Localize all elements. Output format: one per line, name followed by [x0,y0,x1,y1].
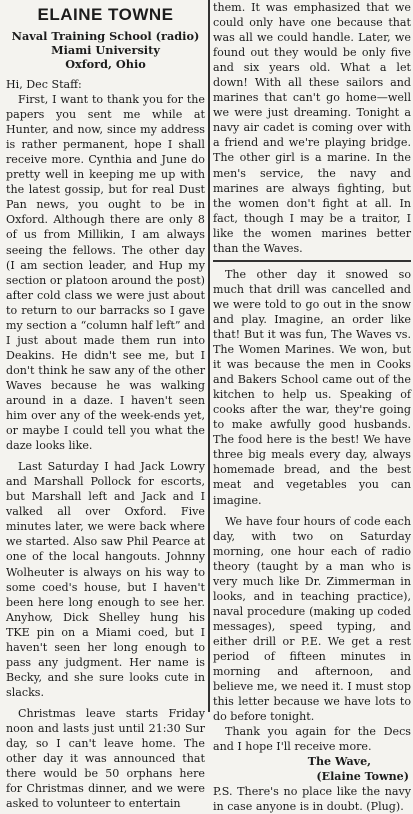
address-line-city: Oxford, Ohio [65,57,146,71]
address-line-university: Miami University [51,43,160,57]
right-column [213,0,411,814]
right-paragraph-1: them. It was emphasized that we could only have one because that was all we could handle. Later, we found out they would be only five and six years old. What a let down! With all these sailors and marines that can't go home—well we were just dreaming. Tonight a navy air cadet is coming over with a friend and we're playing bridge. The other girl is a marine. In the men's service, the navy and marines are always fighting, but the women don't fight at all. In fact, though I may be a traitor, I like the women marines better than the Waves. [213,1,411,255]
left-paragraph-1: First, I want to thank you for the papers you sent me while at Hunter, and now, since my address is rather permanent, hope I shall receive more. Cynthia and June do pretty well in keeping me up with the latest gossip, but for real Dust Pan news, you ought to be in Oxford. Although there are only 8 of us from Millikin, I am always seeing the fellows. The other day (I am section leader, and Hup my section or platoon around the post) after cold class we were just about to return to our barracks so I gave my section a “column half left” and I just about made them run into Deakins. He didn't see me, but I don't think he saw any of the other Waves because he was walking around in a daze. I haven't seen him over any of the week-ends yet, or maybe I could tell you what the daze looks like. [6,93,205,453]
letter-greeting: Hi, Dec Staff: [6,78,82,91]
right-paragraph-3: We have four hours of code each day, with two on Saturday morning, one hour each of radio theory (taught by a man who is very much like Dr. Zimmerman in looks, and in teaching practice), naval procedure (making up coded messages), speed typing, and either drill or P.E. We get a rest period of fifteen minutes in morning and afternoon, and believe me, we need it. I must stop this letter because we have lots to do before tonight. [213,514,411,724]
left-column [6,0,205,811]
letter-signature: (Elaine Towne) [316,770,409,784]
left-paragraph-3: Christmas leave starts Friday noon and lasts just until 21:30 Sur day, so I can't leave home. The other day it was announced that there would be 50 orphans here for Christmas dinner, and we were asked to volunteer to entertain [6,706,205,811]
address-line-school: Naval Training School (radio) [11,29,200,43]
postscript: P.S. There's no place like the navy in case anyone is in doubt. (Plug). [213,785,411,814]
right-paragraph-2: The other day it snowed so much that drill was cancelled and we were told to go out in the snow and play. Imagine, an order like that! But it was fun, The Waves vs. The Women Marines. We won, but it was because the men in Cooks and Bakers School came out of the kitchen to help us. Speaking of cooks after the war, they're going to make awfully good husbands. The food here is the best! We have three big meals every day, always homemade bread, and the best meat and vegetables you can imagine. [213,267,411,507]
article-title: ELAINE TOWNE [37,5,174,24]
section-divider [213,260,411,262]
letter-closing: The Wave, [307,755,371,769]
left-paragraph-2: Last Saturday I had Jack Lowry and Marshall Pollock for escorts, but Marshall left and Jack and I valked all over Oxford. Five minutes later, we were back where we started. Also saw Phil Pearce at one of the local hangouts. Johnny Wolheuter is always on his way to some coed's house, but I haven't been here long enough to see her. Anyhow, Dick Shelley hung his TKE pin on a Miami coed, but I haven't seen her long enough to pass any judgment. Her name is Becky, and she sure looks cute in slacks. [6,460,205,699]
column-divider [208,0,210,712]
right-paragraph-4: Thank you again for the Decs and I hope I'll receive more. [213,725,411,754]
